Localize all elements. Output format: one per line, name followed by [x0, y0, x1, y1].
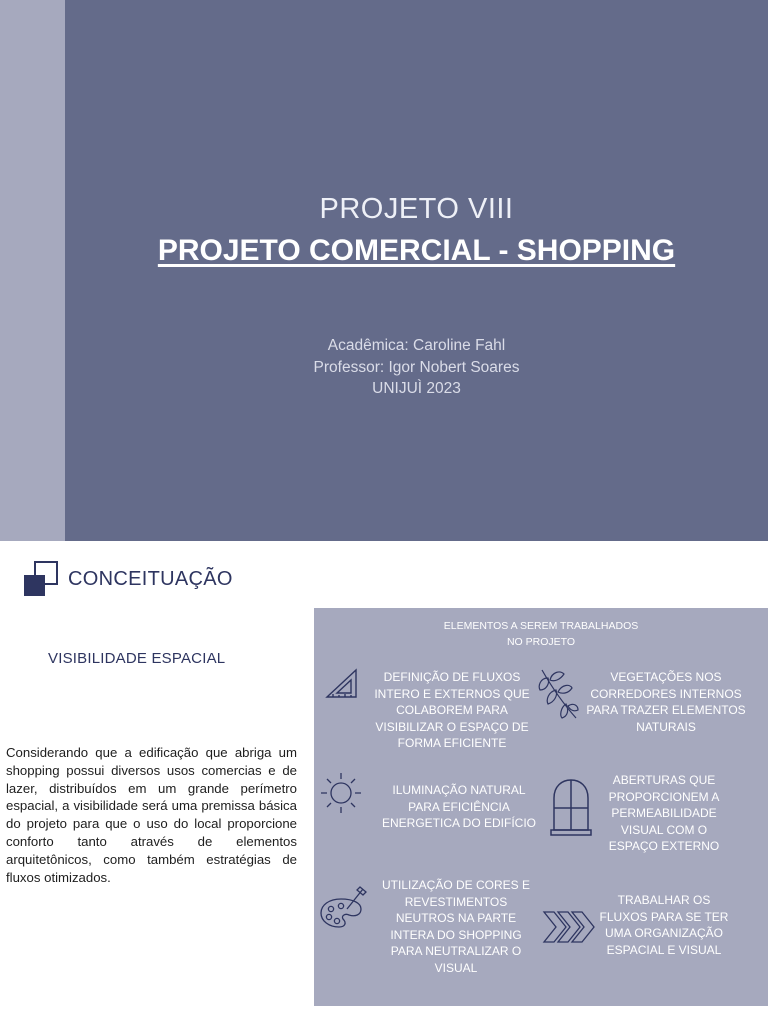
elements-panel — [314, 608, 768, 1006]
item-natural-lighting: ILUMINAÇÃO NATURAL PARA EFICIÊNCIA ENERGETICA DO EDIFÍCIO — [381, 783, 537, 831]
professor-line: Professor: Igor Nobert Soares — [313, 358, 520, 376]
set-square-icon — [325, 668, 359, 700]
item-colors: UTILIZAÇÃO DE CORES E REVESTIMENTOS NEUTROS NA PARTE INTERA DO SHOPPING PARA NEUTRALIZAR O VISUAL — [381, 878, 531, 975]
student-line: Acadêmica: Caroline Fahl — [327, 337, 506, 354]
palette-icon — [319, 885, 367, 931]
left-accent-strip — [0, 0, 65, 541]
item-vegetation: VEGETAÇÕES NOS CORREDORES INTERNOS PARA TRAZER ELEMENTOS NATURAIS — [586, 670, 746, 734]
panel-header: ELEMENTOS A SEREM TRABALHADOS NO PROJETO — [443, 620, 639, 648]
section-subtitle: VISIBILIDADE ESPACIAL — [48, 650, 226, 667]
section-squares-icon — [24, 561, 56, 597]
cover-title: PROJETO COMERCIAL - SHOPPING — [157, 234, 676, 267]
item-openings: ABERTURAS QUE PROPORCIONEM A PERMEABILIDADE VISUAL COM O ESPAÇO EXTERNO — [608, 773, 720, 854]
cover-credits — [65, 335, 768, 400]
triple-chevron-icon — [542, 910, 596, 944]
item-flows: DEFINIÇÃO DE FLUXOS INTERO E EXTERNOS QUE COLABOREM PARA VISIBILIZAR O ESPAÇO DE FORMA EFICIENTE — [374, 670, 530, 751]
concept-paragraph: Considerando que a edificação que abriga um shopping possui diversos usos comercias e de lazer, distribuídos em um grande perímetro espacial, a visibilidade será uma premissa básica do projeto para que o uso do local proporcione conforto tanto através de elementos arquitetônicos, como também estratégias de fluxos otimizados. — [6, 745, 297, 885]
leaf-branch-icon — [536, 666, 580, 724]
cover-kicker: PROJETO VIII — [319, 193, 514, 225]
sun-icon — [319, 771, 363, 815]
cover-banner — [65, 0, 768, 541]
item-flows-organization: TRABALHAR OS FLUXOS PARA SE TER UMA ORGANIZAÇÃO ESPACIAL E VISUAL — [599, 893, 729, 957]
section-title: CONCEITUAÇÃO — [68, 568, 233, 590]
institution-year-line: UNIJUÌ 2023 — [372, 380, 461, 397]
